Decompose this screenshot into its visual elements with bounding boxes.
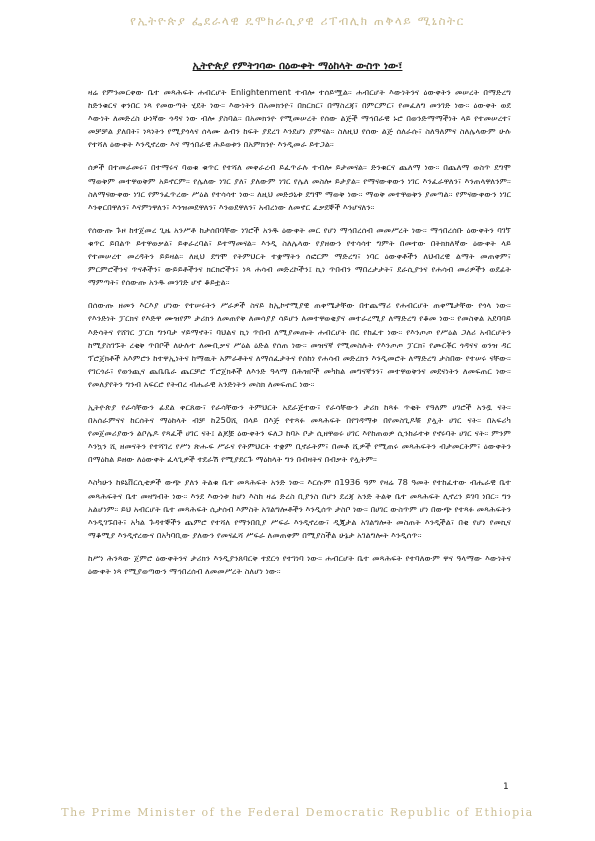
paragraph-3: የሰውጡ ጉዞ ከተጀመረ ጊዜ አንሥቶ ከታሰበባቸው ነገሮች አንዱ ዕውቀት መር የሆነ ማኅበረሰብ መመሥረት ነው። ማኅበረሰቡ ዕውቀትን ባገኘ ቁጥር ይበልጥ ይተዋወቃል፣ ይቀራረባል፣ ይተማመናል። እንዲ ስለሌላው የያዘውን የተሳሳተ ግምት በመተው በትክክለኛው ዕውቀት ላይ የተመሠረተ መረዳትን ይይዛል። ለዚህ ደግሞ የትምህርት ተቋማትን ሰፎርም ማድረግ፣ ነባር ዕውቀቶችን ለህብረዊ ልማት መጠቀም፣ ምርምሮችንና ጥናቶችን፣ ውይይቶችንና ክርክሮችን፣ ነጻ ሐሳብ መድረኮችን፤ ኪነ ጥበብን ማበረታታት፣ ደራሲያንና የሐሳብ መሪዎችን ወደፊት ማምጣት፣ የሰውጡ አንዱ መንገድ ሆኖ ቆይቷል። xyxy=(88,224,511,288)
letterhead-header: የኢትዮጵያ ፌደራላዊ ዴሞክራሲያዊ ሪፐብሊክ ጠቅላይ ሚኒስትር xyxy=(130,14,465,28)
document-title: ኢትዮጵያ የምትገባው በዕውቀት ማዕከላት ውስጥ ነው፣ xyxy=(192,60,403,72)
paragraph-7: ከሥነ ሕንጻው ጀምሮ ዕውቀትንና ታሪክን እንዲያንጸባርቅ ተደርጎ የተገነባ ነው። ሐብርሆት ቤተ መጻሕፍት የተባለውም ዋና ዓላማው እውነትና ዕውቀት ነጻ የሚያወጣውን ማኅበረሰብ ለመመሥረት ስለሆነ ነው። xyxy=(88,552,511,576)
document-body xyxy=(88,86,511,588)
paragraph-1: ዛሬ የምንመርቀው ቤተ መጻሕፍት ሐብርሆት Enlightenment ተብሎ ተሰይሟል። ሐብርሆት እውነትንና ዕውቀትን መሠረት በማድረግ ከድንቁርና ቀንበር ነጻ የመውጣት ሂደት ነው። እውነትን በአመክንዮ፣ በክርክር፣ በማስረጃ፣ በምርምር፣ የመፈለግ መንገድ ነው። ዕውቀት ወደ እውነት ለመድረስ ሁነኛው ጎዳና ነው ብሎ ያስባል። በአመክንዮ የሚመሠረት የሰው ልጅች ማኅበራዊ ኑሮ በወንድማማችነት ላይ የተመሠረተ፣ መቻቻል ያለበት፣ ነጻነትን የሚያጎላና ሰላሙ ልብን ከፍት ያደረገ እንደሆነ ያምናል። ስለዚህ የሰው ልጅ ሰለራሱ፣ ስለዓለምና ስለሌላውም ሁሉ የተሻለ ዕውቀት እንዲኖረው እና ማኅበራዊ ሕይወቱን በአምክንዮ እንዲመራ ይተጋል። xyxy=(88,87,511,150)
paragraph-6: እስካሁን ከዩኒቨርሲቲዎች ውጭ ያለን ትልቁ ቤተ መጻሕፍት አንድ ነው። እርሱም በ1936 ዓም የዛሬ 78 ዓመት የተከፈተው ብሔራዊ ቤተ መጻሕፍትና ቤተ መዛግብት ነው። እንደ እውነቱ ከሆነ እስከ ዛሬ ድረስ ቢያንስ በሆን ደረጃ አንድ ትልቅ ቤተ መጻሕፍት ሊኖረን ይገባ ነበር። ግን አልሆነም። ይህ አብርሆት ቤተ መጻሕፍት ሲታሰብ እምስት አገልግሎቶችን እንዲሰጥ ታስቦ ነው። በሀገር ውስጥም ሆነ በውጭ የተጻፉ መጻሕፍትን እንዲገኙበት፣ አካል ጉዳተኞችን ጨምሮ የተሻለ የማንበቢያ ሥፍራ እንዲኖረው፣ ዲጂታል አገልግሎት መስጠት እንዲችል፣ በቂ የሆነ የመኪና ማቆሚያ እንዲኖረውና በአካባቢው ያለውን የመናፈሻ ሥፍራ ለመጠቀም በሚያስችል ሁኔታ አገልግሎት እንዲሰጥ። xyxy=(88,477,511,540)
page-number: 1 xyxy=(503,782,509,792)
paragraph-2: ሰዎች በተመራመሩ፣ በተማሩና ባወቁ ቁጥር የተሻለ መቀራረብ ይፈጥራሉ ተብሎ ይታመናል። ድንቁርና ጨለማ ነው። በጨለማ ወስጥ ደግሞ ማወቅም መተዋወቅም አይኖርም። የሌለው ነገር ያለ፣ ያለውም ነገር የሌለ መስሎ ይታያል። የማናውቀውን ነገር እንፈራዋለን፣ እንጠላዋለንም። ስለማናውቀው ነገር የምንፈጥረው ሥዕል የተሳሳተ ነው። ለዚህ መድኃኒቱ ደግሞ ማወቅ ነው። ማወቅ መተዋወቅን ያመጣል። የምናውቀውን ነገር እንቀርበዋለን፣ እናምነዋለን፣ እንዝመደዋለን፣ እንወደዋለን፣ አብረነው ለመኖር ፈቃደኞች እንሆናለን። xyxy=(88,162,511,212)
paragraph-4: በሰውጡ ዘመን እርእያ ሆነው የተሠሩትን ሥራዎች ስናይ ከኢኮኖሚያዊ ጠቀሜታቸው በተጨማሪ የሐብርሆት ጠቀሜታቸው የጎላ ነው። የእንድነት ፓርክና የእድዋ ሙዝየም ታሪክን ለመጠየቅ ለመሳያያ ሳይሆን ለመተዋወቂያና መተራረሚያ ለማድረግ የቆመ ነው። የመስቀል አደባባይ እድሳትና የሸገር ፓርክ ግንባታ ሃይማኖት፣ ባህልና ኪነ ጥበብ ለሚያመጡት ሐብርሆት በር የከፈተ ነው። የእንጦጦ የሥዕል ጋለሪ አብርሆትን ከሚያስገኙት ረቂቅ ጥበቦች ለሁሉተ ለሙቢቃና ሥዕል ዕድል የሰጠ ነው። መዝናኛ የሚመስሉት የእንጦጦ ፓርክ፣ የጮርቾር ጎዳናና ወንዝ ዳር ፕሮጀክቶች አእምሮን ከተዋኢነትና ከማዉት አምራቶትና ለማሰፈታትና የሰከነ የሐሳብ መድረክን እንዲመሮት ለማድረግ ታስበው የተሠሩ ናቸው። የገርጎራ፣ የወንጪና ጨቤቤራ ጨርቻሮ ፕሮጀክቶች ለእንድ ዓላማ በሕዝቦች መካከል መግናኛንን፣ መተዋወቅንና መደናነትን ለመፍጠር ነው። የመለያየትን ግንብ አፍርሮ የትብረ ብሔራዊ አንድነትን መስክ ለመፍጠር ነው። xyxy=(88,300,511,389)
letterhead-footer: The Prime Minister of the Federal Democratic Republic of Ethiopia xyxy=(61,806,534,819)
paragraph-5: ኢትዮጵያ የራሳቸውን ፊደል ቀርጸው፣ የራሳቸውን ትምህርት አደራጅተው፣ የራሳቸውን ታሪክ ከጻፉ ጥቂት የዓለም ሀገሮች አንዷ ናት። በአሰራምናና ከርሰትና ማዕከላት ብቻ ከ250ሺ በላይ በእጅ የተጻፉ መጻሕፍት በየገዳማቱ በየመስጊዶቹ ያሏት ሀገር ናት። በአፍሪካ የመጀመሪያውን ልቦሌዶ የጻፈች ሀገር ናት፤ ልጆቿ ዕውቀትን ፍለጋ ከባኦ ቦታ ሲዘዋወሩ ሀገር እየከጠወዎ ሲንከራተቱ የኖሩባት ሀገር ናት። ምንም እንኳን ሺ ዘመናትን የተሻገረ የሥነ ጽሑፍ ሥራና የትምህርት ተቋም ቢኖራትም፣ በመቶ ሺዎች የሚጠሩ መጻሕፍትን ብታመርትም፣ ዕውቀትን በማዕከል ይዘው ለዕውቀት ፈላጊዎች ተደራሽ የሚያደርጉ ማዕከላት ግን በብዛትና በብቃት የሏትም። xyxy=(88,401,511,465)
